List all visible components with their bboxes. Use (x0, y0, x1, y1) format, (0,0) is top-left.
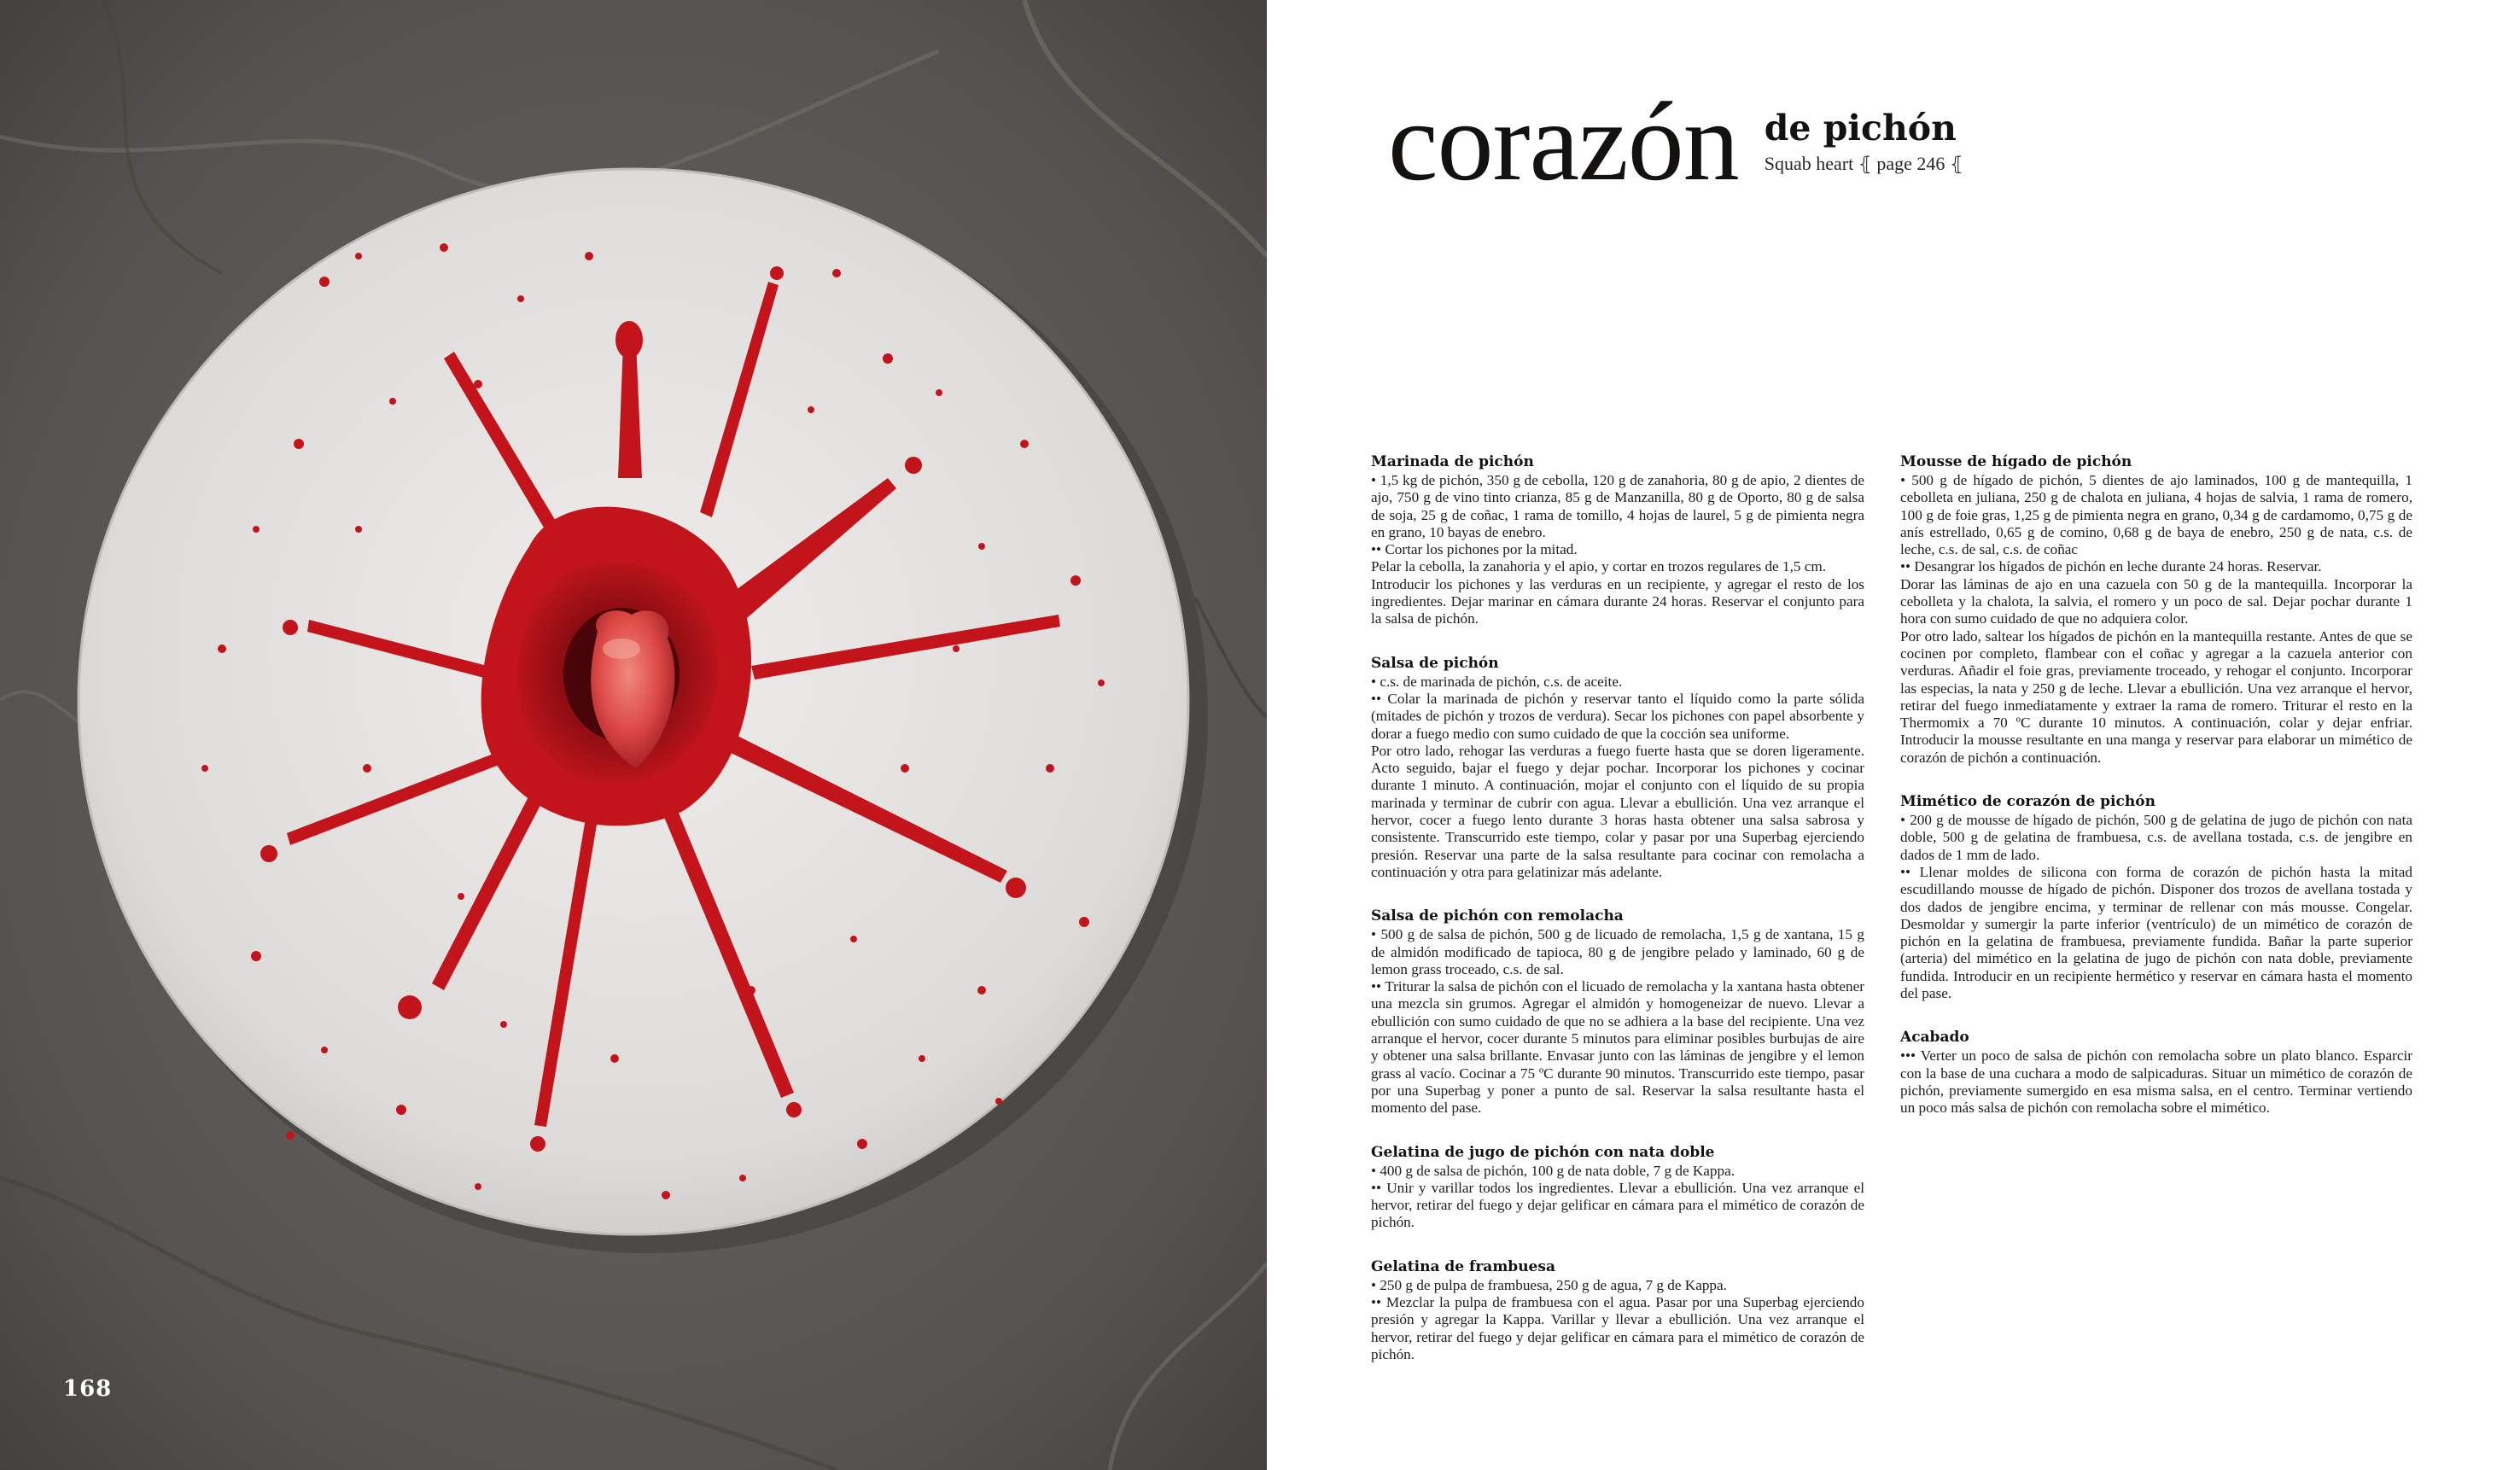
paragraph: • 250 g de pulpa de frambuesa, 250 g de agua, 7 g de Kappa. (1371, 1276, 1727, 1293)
section-salsa-remolacha (1371, 907, 1864, 1117)
paragraph: •• Cortar los pichones por la mitad. (1371, 541, 1578, 558)
paragraph: • 200 g de mousse de hígado de pichón, 500 g de gelatina de jugo de pichón con nata doble, 500 g de gelatina de frambuesa, c.s. de avellana tostada, c.s. de jengibre en dados de 1 mm de lado. (1900, 812, 2412, 863)
paragraph: ••• Verter un poco de salsa de pichón con remolacha sobre un plato blanco. Esparcir con la base de una cuchara a modo de salpicaduras. Situar un mimético de corazón de pichón, previamente sumergido en esa misma salsa, en el centro. Terminar vertiendo un poco más salsa de pichón con remolacha sobre el mimético. (1900, 1047, 2412, 1117)
section-title: Marinada de pichón (1371, 453, 1534, 470)
section-mimetico (1900, 792, 2412, 1002)
paragraph: Por otro lado, rehogar las verduras a fuego fuerte hasta que se doren ligeramente. Acto seguido, bajar el fuego y dejar pochar. Incorporar los pichones y cocinar durante 1 minuto. A continuación, mojar el conjunto con el líquido de su propia marinada y terminar de cubrir con agua. Llevar a ebullición. Una vez arranque el hervor, cocer a fuego lento durante 3 horas hasta obtener una salsa sabrosa y consistente. Transcurrido este tiempo, colar y pasar por una Superbag ejerciendo presión. Reservar una parte de la salsa resultante para cocinar con remolacha a continuación y otra para gelatinizar más adelante. (1371, 742, 1864, 880)
paragraph: Por otro lado, saltear los hígados de pichón en la mantequilla restante. Antes de que se cocinen por completo, flambear con el coñac y agregar a la cazuela anterior con verduras. Añadir el foie gras, previamente troceado, y rehogar el conjunto. Incorporar las especias, la nata y 250 g de leche. Llevar a ebullición. Una vez arranque el hervor, retirar del fuego inmediatamente y extraer la rama de romero. Triturar el resto en la Thermomix a 70 ºC durante 10 minutos. A continuación, colar y dejar enfriar. Introducir la mousse resultante en una manga y reservar para elaborar un mimético de corazón de pichón a continuación. (1900, 627, 2412, 766)
left-column (1371, 452, 1864, 1389)
section-gelatina-frambuesa (1371, 1257, 1864, 1363)
recipe-page (1267, 0, 2520, 1470)
paragraph: •• Triturar la salsa de pichón con el licuado de remolacha y la xantana hasta obtener una mezcla sin grumos. Agregar el almidón y homogeneizar de nuevo. Llevar a ebullición con sumo cuidado de que no se adhiera a la base del recipiente. Una vez arranque el hervor, cocer durante 5 minutos para eliminar posibles burbujas de aire y obtener una salsa brillante. Envasar junto con las láminas de jengibre y el lemon grass al vacío. Cocinar a 75 ºC durante 90 minutos. Transcurrido este tiempo, pasar por una Superbag y poner a punto de sal. Reservar la salsa resultante hasta el momento del pase. (1371, 978, 1864, 1117)
section-title: Mimético de corazón de pichón (1900, 793, 2155, 811)
section-acabado (1900, 1028, 2412, 1117)
section-gelatina-jugo (1371, 1143, 1864, 1232)
paragraph: • c.s. de marinada de pichón, c.s. de aceite. (1371, 673, 1623, 690)
paragraph: •• Colar la marinada de pichón y reservar tanto el líquido como la parte sólida (mitades de pichón y trozos de verdura). Secar los pichones con papel absorbente y dorar a fuego medio con sumo cuidado de que la cocción sea uniforme. (1371, 690, 1864, 742)
section-title: Salsa de pichón con remolacha (1371, 907, 1624, 925)
paragraph: Dorar las láminas de ajo en una cazuela con 50 g de la mantequilla. Incorporar la cebolleta y la chalota, la salvia, el romero y un poco de sal. Dejar pochar durante 1 hora con sumo cuidado de que no adquiera color. (1900, 575, 2412, 627)
recipe-header (1388, 79, 1964, 204)
recipe-title-side (1765, 94, 1963, 176)
page-number: 168 (63, 1376, 113, 1402)
recipe-translation: Squab heart ⦃ page 246 ⦃ (1764, 153, 1964, 174)
paragraph: • 500 g de salsa de pichón, 500 g de licuado de remolacha, 1,5 g de xantana, 15 g de almidón modificado de tapioca, 80 g de jengibre pelado y laminado, 60 g de lemon grass troceado, c.s. de sal. (1371, 926, 1864, 977)
right-column (1900, 452, 2412, 1143)
section-title: Mousse de hígado de pichón (1900, 453, 2132, 470)
paragraph: •• Unir y varillar todos los ingredientes. Llevar a ebullición. Una vez arranque el hervor, retirar del fuego y dejar gelificar en cámara para el mimético de corazón de pichón. (1371, 1179, 1864, 1231)
paragraph: •• Desangrar los hígados de pichón en leche durante 24 horas. Reservar. (1900, 558, 2322, 575)
section-title: Gelatina de jugo de pichón con nata doble (1371, 1143, 1715, 1161)
section-title: Acabado (1900, 1029, 1969, 1047)
paragraph: • 1,5 kg de pichón, 350 g de cebolla, 120 g de zanahoria, 80 g de apio, 2 dientes de ajo, 750 g de vino tinto crianza, 85 g de Manzanilla, 80 g de Oporto, 80 g de salsa de soja, 25 g de coñac, 1 rama de tomillo, 4 hojas de laurel, 5 g de pimienta negra en grano, 10 bayas de enebro. (1371, 472, 1864, 540)
section-title: Gelatina de frambuesa (1371, 1257, 1555, 1275)
paragraph: Introducir los pichones y las verduras en un recipiente, y agregar el resto de los ingredientes. Dejar marinar en cámara durante 24 horas. Reservar el conjunto para la salsa de pichón. (1371, 575, 1864, 627)
recipe-title: corazón (1388, 79, 1739, 204)
paragraph: • 400 g de salsa de pichón, 100 g de nata doble, 7 g de Kappa. (1371, 1162, 1735, 1179)
section-title: Salsa de pichón (1371, 654, 1499, 672)
paragraph: • 500 g de hígado de pichón, 5 dientes de ajo laminados, 100 g de mantequilla, 1 cebolleta en juliana, 250 g de chalota en juliana, 4 hojas de salvia, 1 rama de romero, 100 g de foie gras, 1,25 g de pimienta negra en grano, 0,34 g de cardamomo, 0,75 g de anís estrellado, 0,65 g de comino, 0,68 g de baya de enebro, 250 g de nata, c.s. de leche, c.s. de sal, c.s. de coñac (1900, 472, 2412, 558)
recipe-subtitle: de pichón (1764, 108, 1957, 149)
paragraph: •• Mezclar la pulpa de frambuesa con el agua. Pasar por una Superbag ejerciendo presión y agregar la Kappa. Varillar y llevar a ebullición. Una vez arranque el hervor, retirar del fuego y dejar gelificar en cámara para el mimético de corazón de pichón. (1371, 1293, 1864, 1362)
paragraph: Pelar la cebolla, la zanahoria y el apio, y cortar en trozos regulares de 1,5 cm. (1371, 558, 1827, 575)
paragraph: •• Llenar moldes de silicona con forma de corazón de pichón hasta la mitad escudillando mousse de hígado de pichón. Disponer dos trozos de avellana tostada y dos dados de jengibre encima, y terminar de rellenar con más mousse. Congelar. Desmoldar y sumergir la parte inferior (ventrículo) de un mimético de corazón de pichón en la gelatina de frambuesa, previamente fundida. Bañar la parte superior (arteria) del mimético en la gelatina de jugo de pichón con nata doble, previamente fundida. Introducir en un recipiente hermético y reservar en cámara hasta el momento del pase. (1900, 863, 2412, 1002)
section-mousse (1900, 452, 2412, 767)
section-marinada (1371, 452, 1864, 628)
section-salsa (1371, 654, 1864, 882)
